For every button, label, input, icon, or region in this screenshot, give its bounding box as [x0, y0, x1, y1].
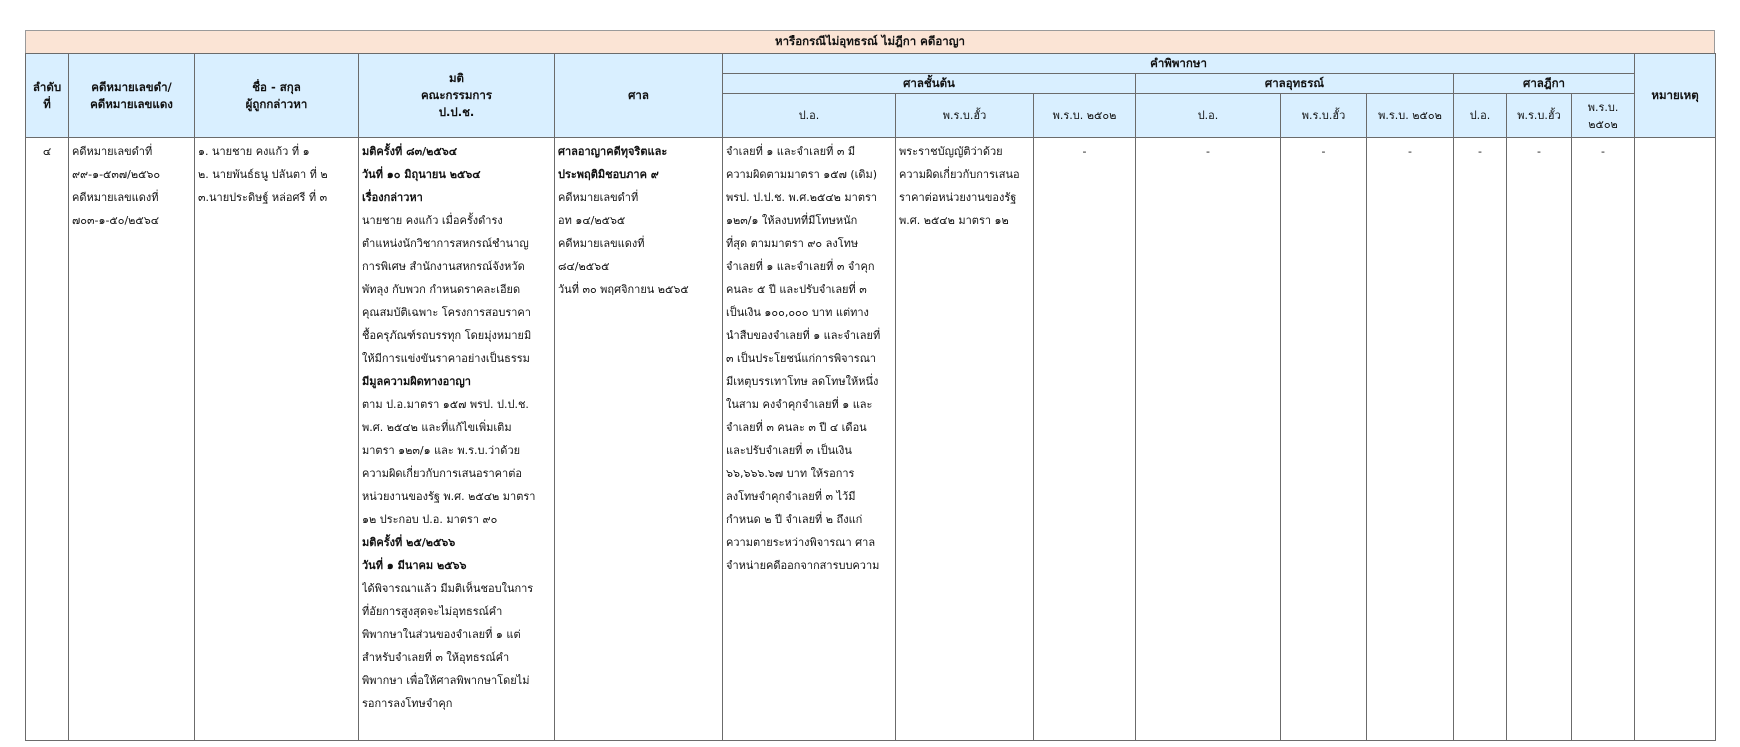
cell-first-po-line: ที่สุด ตามมาตรา ๙๐ ลงโทษ [726, 237, 859, 250]
cell-first-po-line: ลงโทษจำคุกจำเลยที่ ๓ ไว้มี [726, 490, 856, 503]
cell-appeal-po: - [1136, 138, 1281, 741]
cell-first-hua-line: ราคาต่อหน่วยงานของรัฐ [899, 191, 1017, 204]
cell-resolution [359, 138, 555, 741]
cell-resolution-line: วันที่ ๑ มีนาคม ๒๕๖๖ [362, 559, 467, 572]
cell-first-po-line: กำหนด ๒ ปี จำเลยที่ ๒ ถึงแก่ [726, 513, 863, 526]
cell-resolution-line: หน่วยงานของรัฐ พ.ศ. ๒๕๔๒ มาตรา [362, 490, 536, 503]
header-first-hua: พ.ร.บ.ฮั้ว [896, 94, 1034, 138]
cell-first-po-line: คนละ ๕ ปี และปรับจำเลยที่ ๓ [726, 283, 867, 296]
cell-resolution-line: การพิเศษ สำนักงานสหกรณ์จังหวัด [362, 260, 525, 273]
case-table [25, 53, 1716, 741]
cell-appeal-2502: - [1367, 138, 1454, 741]
cell-resolution-line: เรื่องกล่าวหา [362, 191, 423, 204]
header-resolution: มติ คณะกรรมการ ป.ป.ช. [359, 54, 555, 138]
header-no: ลำดับ ที่ [26, 54, 69, 138]
cell-court-line: คดีหมายเลขดำที่ [558, 191, 639, 204]
header-appeal-po: ป.อ. [1136, 94, 1281, 138]
cell-resolution-line: พิพากษา เพื่อให้ศาลพิพากษาโดยไม่ [362, 674, 530, 687]
cell-first-hua-line: ความผิดเกี่ยวกับการเสนอ [899, 168, 1020, 181]
cell-resolution-line: พัทลุง กับพวก กำหนดราคละเอียด [362, 283, 521, 296]
cell-court-line: คดีหมายเลขแดงที่ [558, 237, 645, 250]
cell-names: ๑. นายชาย คงแก้ว ที่ ๑ ๒. นายพันธ์ธนู ปลันตา ที่ ๒ ๓.นายประดิษฐ์ หล่อศรี ที่ ๓ [195, 138, 359, 741]
cell-court-line: อท ๑๔/๒๕๖๕ [558, 214, 626, 227]
cell-resolution-line: ๑๒ ประกอบ ป.อ. มาตรา ๙๐ [362, 513, 498, 526]
cell-resolution-line: ชื้อครุภัณฑ์รถบรรทุก โดยมุ่งหมายมิ [362, 329, 532, 342]
cell-first-hua [896, 138, 1034, 741]
cell-supreme-po: - [1454, 138, 1507, 741]
header-remark: หมายเหตุ [1635, 54, 1716, 138]
cell-resolution-line: พ.ศ. ๒๕๔๒ และที่แก้ไขเพิ่มเติม [362, 421, 512, 434]
header-supreme-hua: พ.ร.บ.ฮั้ว [1507, 94, 1572, 138]
cell-first-po-line: ความผิดตามมาตรา ๑๕๗ (เดิม) [726, 168, 878, 181]
cell-court [555, 138, 723, 741]
cell-first-po-line: มีเหตุบรรเทาโทษ ลดโทษให้หนึ่ง [726, 375, 879, 388]
header-name: ชื่อ - สกุล ผู้ถูกกล่าวหา [195, 54, 359, 138]
cell-first-hua-line: พ.ศ. ๒๕๔๒ มาตรา ๑๒ [899, 214, 1009, 227]
sheet [25, 30, 1715, 741]
cell-court-line: ๘๔/๒๕๖๕ [558, 260, 610, 273]
cell-court-line: วันที่ ๓๐ พฤศจิกายน ๒๕๖๕ [558, 283, 689, 296]
cell-first-po-line: จำหน่ายคดีออกจากสารบบความ [726, 559, 880, 572]
cell-resolution-line: มีมูลความผิดทางอาญา [362, 375, 471, 388]
cell-first-po-line: ๖๖,๖๖๖.๖๗ บาท ให้รอการ [726, 467, 855, 480]
cell-first-po-line: ในสาม คงจำคุกจำเลยที่ ๑ และ [726, 398, 873, 411]
cell-first-po-line: จำเลยที่ ๓ คนละ ๓ ปี ๔ เดือน [726, 421, 867, 434]
cell-resolution-line: คุณสมบัติเฉพาะ โครงการสอบราคา [362, 306, 531, 319]
header-appeal-hua: พ.ร.บ.ฮั้ว [1281, 94, 1367, 138]
header-verdict: คำพิพากษา [723, 54, 1635, 74]
cell-resolution-line: ที่อัยการสูงสุดจะไม่อุทธรณ์คำ [362, 605, 503, 618]
header-first-po: ป.อ. [723, 94, 896, 138]
cell-remark [1635, 138, 1716, 741]
header-supreme-2502: พ.ร.บ. ๒๕๐๒ [1572, 94, 1635, 138]
cell-resolution-line: พิพากษาในส่วนของจำเลยที่ ๑ แต่ [362, 628, 521, 641]
header-court-supreme: ศาลฎีกา [1454, 74, 1635, 94]
cell-supreme-2502: - [1572, 138, 1635, 741]
header-first-2502: พ.ร.บ. ๒๕๐๒ [1034, 94, 1136, 138]
cell-court-line: ประพฤติมิชอบภาค ๙ [558, 168, 659, 181]
cell-first-po-line: พรป. ป.ป.ช. พ.ศ.๒๕๔๒ มาตรา [726, 191, 878, 204]
cell-case-no: คดีหมายเลขดำที่ ๙๙-๑-๕๓๗/๒๕๖๐ คดีหมายเลขแดงที่ ๗๐๓-๑-๕๐/๒๕๖๔ [69, 138, 195, 741]
cell-resolution-line: ความผิดเกี่ยวกับการเสนอราคาต่อ [362, 467, 522, 480]
cell-first-po-line: เป็นเงิน ๑๐๐,๐๐๐ บาท แต่ทาง [726, 306, 869, 319]
header-supreme-po: ป.อ. [1454, 94, 1507, 138]
cell-first-po [723, 138, 896, 741]
cell-resolution-line: ตำแหน่งนักวิชาการสหกรณ์ชำนาญ [362, 237, 529, 250]
cell-first-2502: - [1034, 138, 1136, 741]
cell-no: ๔ [26, 138, 69, 741]
cell-resolution-line: ให้มีการแข่งขันราคาอย่างเป็นธรรม [362, 352, 530, 365]
cell-court-line: ศาลอาญาคดีทุจริตและ [558, 145, 668, 158]
cell-resolution-line: ตาม ป.อ.มาตรา ๑๕๗ พรป. ป.ป.ช. [362, 398, 529, 411]
cell-first-po-line: ๑๒๓/๑ ให้ลงบทที่มีโทษหนัก [726, 214, 858, 227]
cell-first-po-line: ความตายระหว่างพิจารณา ศาล [726, 536, 876, 549]
cell-resolution-line: นายชาย คงแก้ว เมื่อครั้งดำรง [362, 214, 503, 227]
header-court-first: ศาลชั้นต้น [723, 74, 1136, 94]
header-court: ศาล [555, 54, 723, 138]
cell-first-po-line: จำเลยที่ ๑ และจำเลยที่ ๓ จำคุก [726, 260, 875, 273]
cell-resolution-line: มติครั้งที่ ๘๓/๒๕๖๔ [362, 145, 458, 158]
cell-resolution-line: ได้พิจารณาแล้ว มีมติเห็นชอบในการ [362, 582, 534, 595]
cell-appeal-hua: - [1281, 138, 1367, 741]
cell-resolution-line: วันที่ ๑๐ มิถุนายน ๒๕๖๔ [362, 168, 481, 181]
cell-resolution-line: รอการลงโทษจำคุก [362, 697, 453, 710]
cell-supreme-hua: - [1507, 138, 1572, 741]
sheet-title: หารือกรณีไม่อุทธรณ์ ไม่ฎีกา คดีอาญา [25, 30, 1715, 53]
cell-resolution-line: มาตรา ๑๒๓/๑ และ พ.ร.บ.ว่าด้วย [362, 444, 521, 457]
cell-first-po-line: และปรับจำเลยที่ ๓ เป็นเงิน [726, 444, 852, 457]
cell-first-hua-line: พระราชบัญญัติว่าด้วย [899, 145, 1003, 158]
cell-first-po-line: จำเลยที่ ๑ และจำเลยที่ ๓ มี [726, 145, 856, 158]
header-appeal-2502: พ.ร.บ. ๒๕๐๒ [1367, 94, 1454, 138]
cell-first-po-line: ๓ เป็นประโยชน์แก่การพิจารณา [726, 352, 877, 365]
header-case-no: คดีหมายเลขดำ/ คดีหมายเลขแดง [69, 54, 195, 138]
cell-resolution-line: สำหรับจำเลยที่ ๓ ให้อุทธรณ์คำ [362, 651, 510, 664]
cell-first-po-line: นำสืบของจำเลยที่ ๑ และจำเลยที่ [726, 329, 881, 342]
cell-resolution-line: มติครั้งที่ ๒๕/๒๕๖๖ [362, 536, 456, 549]
table-row [26, 138, 1716, 741]
header-court-appeal: ศาลอุทธรณ์ [1136, 74, 1454, 94]
